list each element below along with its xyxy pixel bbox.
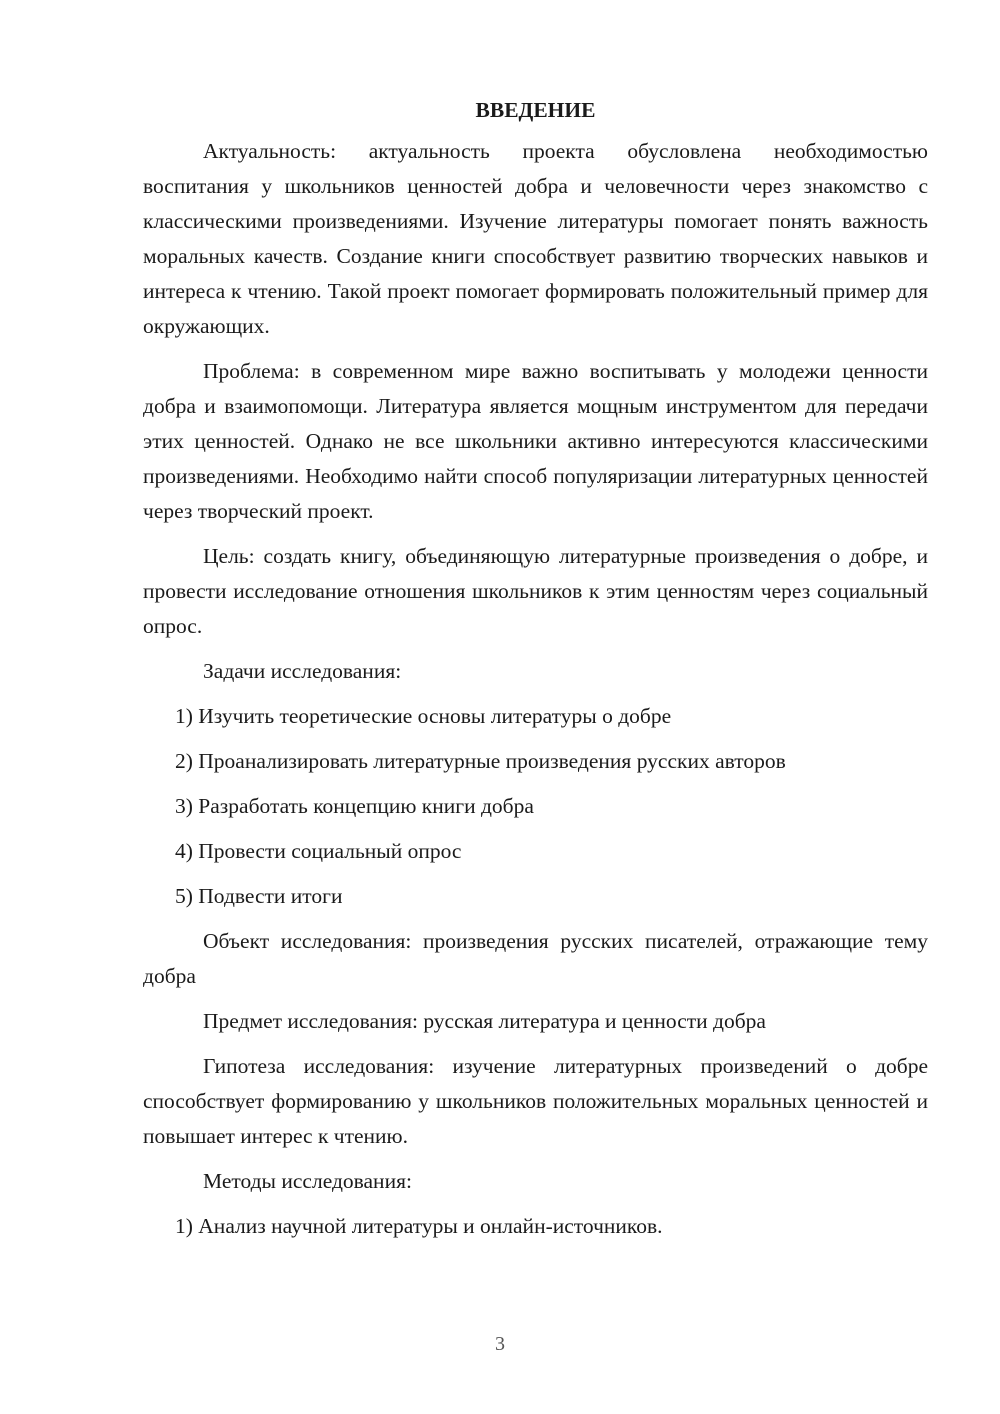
methods-heading: Методы исследования: bbox=[203, 1169, 412, 1193]
tasks-heading: Задачи исследования: bbox=[203, 659, 402, 683]
task-item: 2) Проанализировать литературные произведения русских авторов bbox=[175, 749, 786, 773]
task-item: 3) Разработать концепцию книги добра bbox=[175, 794, 534, 818]
section-title: ВВЕДЕНИЕ bbox=[475, 98, 596, 122]
subject-paragraph: Предмет исследования: русская литература и ценности добра bbox=[203, 1009, 766, 1033]
document-page bbox=[143, 92, 928, 1254]
goal-paragraph: Цель: создать книгу, объединяющую литературные произведения о добре, и провести исследование отношения школьников к этим ценностям через социальный опрос. bbox=[143, 544, 928, 638]
relevance-paragraph: Актуальность: актуальность проекта обусловлена необходимостью воспитания у школьников ценностей добра и человечности через знакомство с классическими произведениями. Изучение литературы помогает понять важность моральных качеств. Создание книги способствует развитию творческих навыков и интереса к чтению. Такой проект помогает формировать положительный пример для окружающих. bbox=[143, 139, 928, 338]
task-item: 1) Изучить теоретические основы литературы о добре bbox=[175, 704, 672, 728]
method-item: 1) Анализ научной литературы и онлайн-источников. bbox=[175, 1214, 663, 1238]
object-paragraph: Объект исследования: произведения русских писателей, отражающие тему добра bbox=[143, 929, 928, 988]
hypothesis-paragraph: Гипотеза исследования: изучение литературных произведений о добре способствует формированию у школьников положительных моральных ценностей и повышает интерес к чтению. bbox=[143, 1054, 928, 1148]
task-item: 5) Подвести итоги bbox=[175, 884, 343, 908]
task-item: 4) Провести социальный опрос bbox=[175, 839, 462, 863]
problem-paragraph: Проблема: в современном мире важно воспитывать у молодежи ценности добра и взаимопомощи. Литература является мощным инструментом для передачи этих ценностей. Однако не все школьники активно интересуются классическими произведениями. Необходимо найти способ популяризации литературных ценностей через творческий проект. bbox=[143, 359, 928, 523]
page-number: 3 bbox=[495, 1333, 505, 1355]
